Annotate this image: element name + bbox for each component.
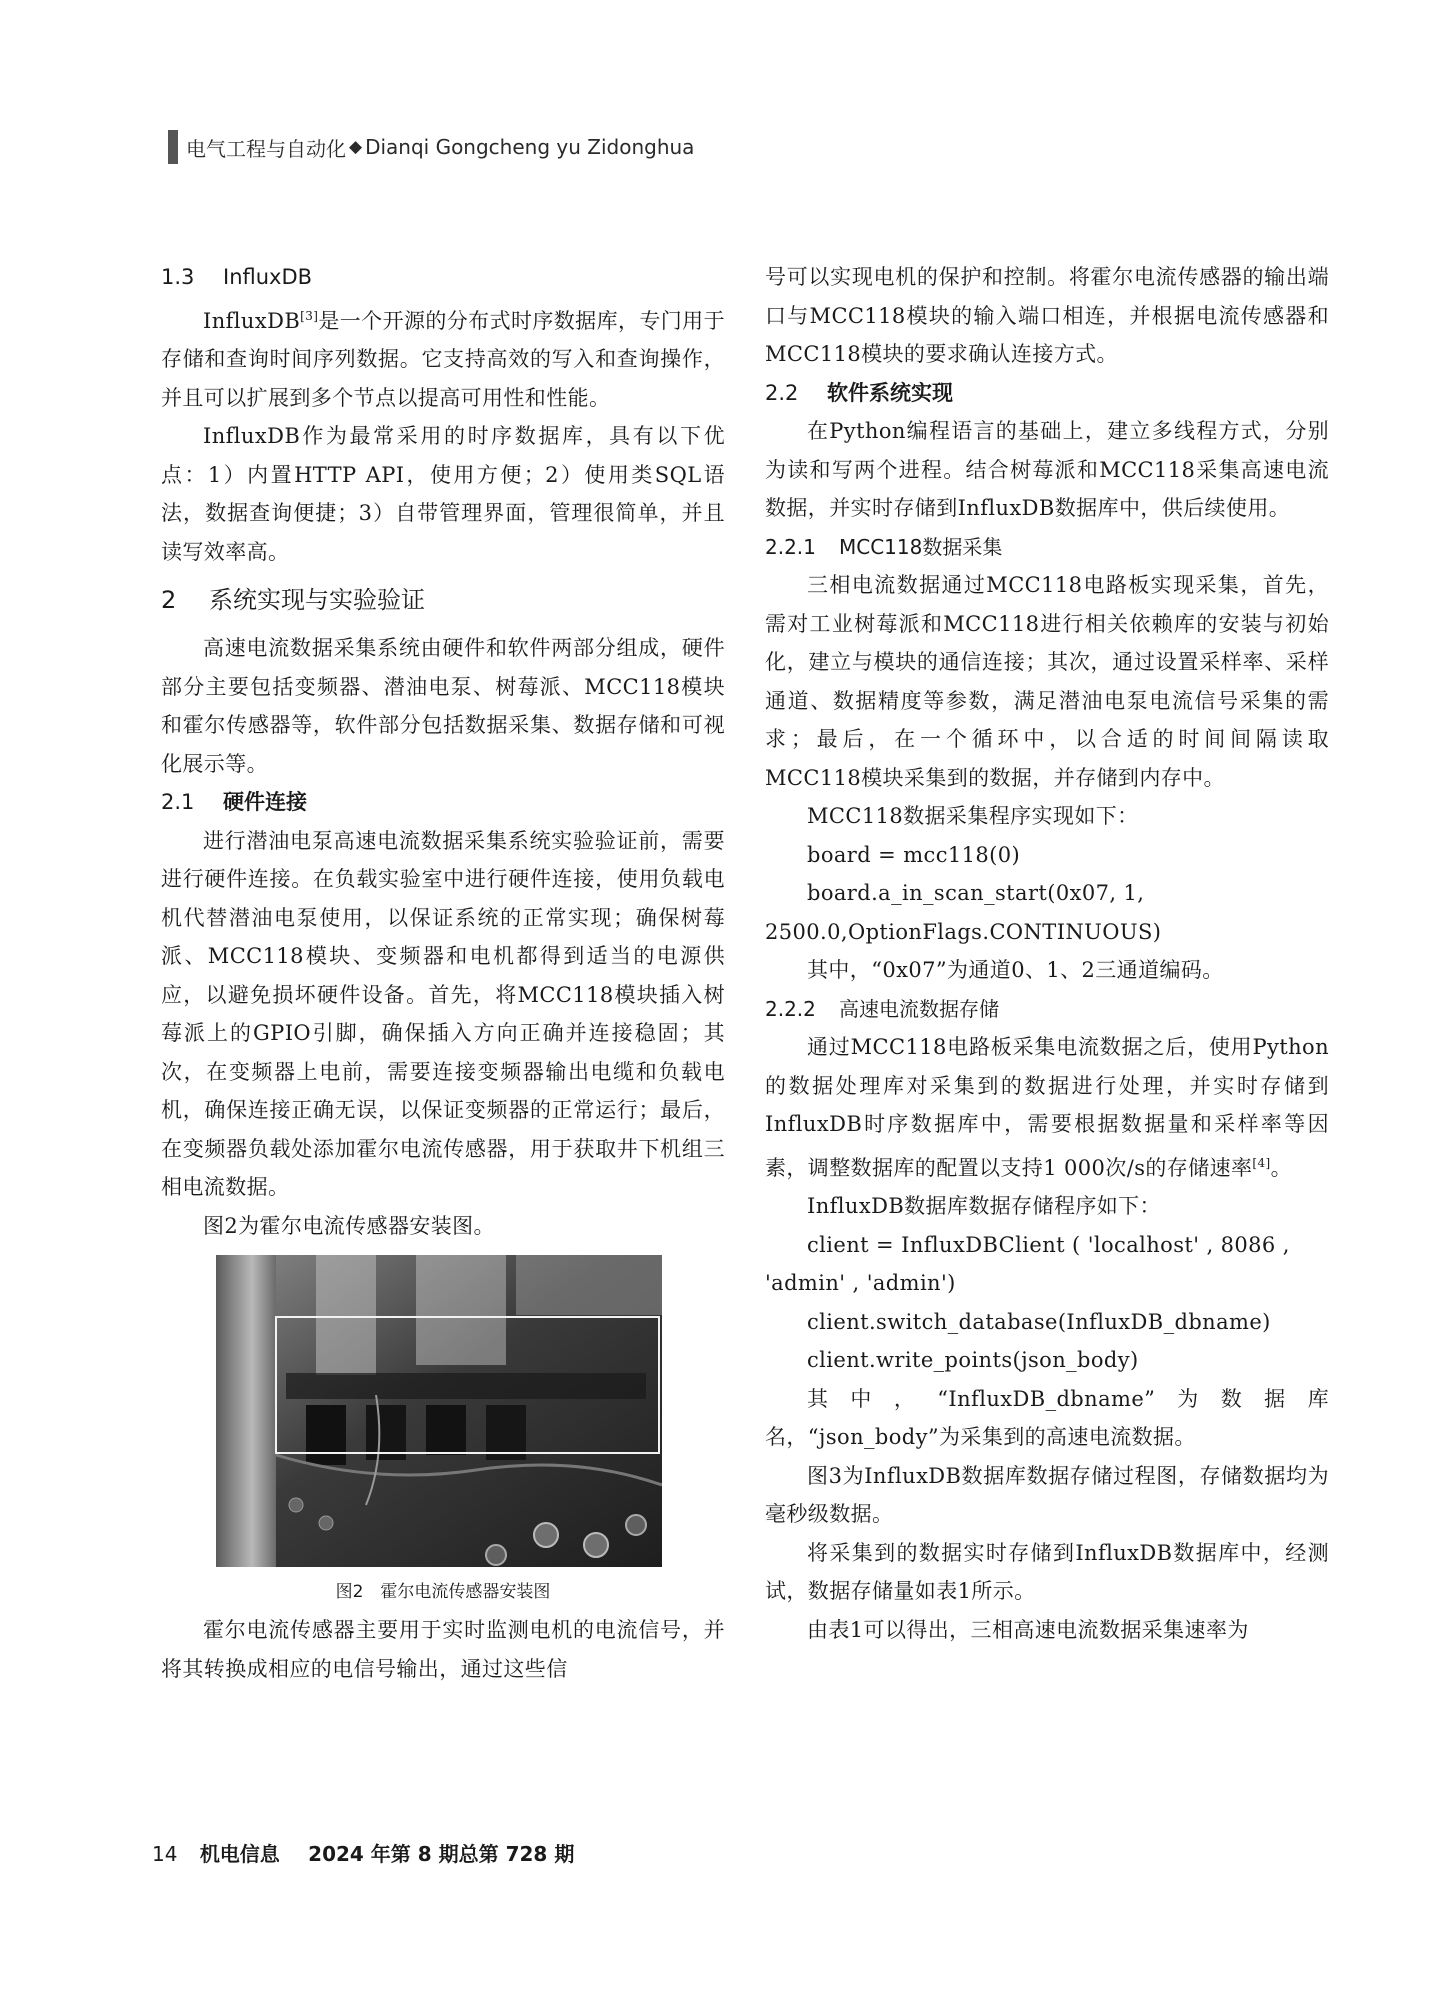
code-line: board.a_in_scan_start(0x07, 1, 2500.0,OptionFlags.CONTINUOUS)	[765, 881, 1162, 944]
paragraph	[765, 1028, 1329, 1187]
citation: [4]	[1252, 1155, 1271, 1170]
code-line: client.switch_database(InfluxDB_dbname)	[807, 1309, 1271, 1334]
paragraph: MCC118数据采集程序实现如下：	[807, 804, 1139, 828]
header-bar	[168, 130, 178, 164]
section-2-2-1-heading	[765, 528, 1329, 567]
section-number: 2	[161, 586, 177, 614]
paragraph: 三相电流数据通过MCC118电路板实现采集，首先，需对工业树莓派和MCC118进行相关依赖库的安装与初始化，建立与模块的通信连接；其次，通过设置采样率、采样通道、数据精度等参数，满足潜油电泵电流信号采集的需求；最后，在一个循环中，以合适的时间间隔读取MCC118模块采集到的数据，并存储到内存中。	[765, 573, 1329, 790]
section-title: 硬件连接	[223, 790, 307, 814]
section-2-1-heading	[161, 783, 725, 822]
text: 是一个开源的分布式时序数据库，专门用于存储和查询时间序列数据。它支持高效的写入和查询操作，并且可以扩展到多个节点以提高可用性和性能。	[161, 308, 725, 410]
running-head	[168, 130, 694, 164]
paragraph: 霍尔电流传感器主要用于实时监测电机的电流信号，并将其转换成相应的电信号输出，通过这些信	[161, 1618, 725, 1681]
section-title: 系统实现与实验验证	[209, 586, 425, 614]
paragraph: InfluxDB作为最常采用的时序数据库，具有以下优点：1）内置HTTP API，使用方便；2）使用类SQL语法，数据查询便捷；3）自带管理界面，管理很简单，并且读写效率高。	[161, 424, 725, 564]
paragraph: 进行潜油电泵高速电流数据采集系统实验验证前，需要进行硬件连接。在负载实验室中进行硬件连接，使用负载电机代替潜油电泵使用，以保证系统的正常实现；确保树莓派、MCC118模块、变频器和电机都得到适当的电源供应，以避免损坏硬件设备。首先，将MCC118模块插入树莓派上的GPIO引脚，确保插入方向正确并连接稳固；其次，在变频器上电前，需要连接变频器输出电缆和负载电机，确保连接正确无误，以保证变频器的正常运行；最后，在变频器负载处添加霍尔电流传感器，用于获取井下机组三相电流数据。	[161, 828, 725, 1199]
section-title: 软件系统实现	[827, 380, 953, 405]
section-number: 2.2.1	[765, 534, 816, 559]
paragraph	[161, 297, 725, 418]
text: 。	[1270, 1155, 1292, 1180]
section-2-2-2-heading	[765, 990, 1329, 1029]
citation: [3]	[300, 308, 319, 323]
section-2-2-heading	[765, 374, 1329, 413]
section-number: 2.1	[161, 790, 195, 814]
issue-info: 2024 年第 8 期总第 728 期	[308, 1842, 575, 1866]
figure-2-caption: 图2 霍尔电流传感器安装图	[335, 1582, 551, 1602]
section-title: MCC118数据采集	[839, 534, 1003, 559]
section-2-heading	[161, 577, 725, 623]
section-title: 高速电流数据存储	[839, 996, 999, 1021]
paragraph: 号可以实现电机的保护和控制。将霍尔电流传感器的输出端口与MCC118模块的输入端口相连，并根据电流传感器和MCC118模块的要求确认连接方式。	[765, 265, 1329, 366]
section-number: 2.2	[765, 380, 799, 405]
code-line: client.write_points(json_body)	[807, 1348, 1139, 1372]
paragraph: 其中，“InfluxDB_dbname”为数据库名，“json_body”为采集到的高速电流数据。	[765, 1386, 1329, 1449]
section-number: 2.2.2	[765, 996, 816, 1021]
paragraph: InfluxDB数据库数据存储程序如下：	[807, 1194, 1161, 1218]
paragraph: 图2为霍尔电流传感器安装图。	[203, 1213, 495, 1238]
section-number: 1.3	[161, 265, 195, 289]
text: 通过MCC118电路板采集电流数据之后，使用Python的数据处理库对采集到的数据进行处理，并实时存储到InfluxDB时序数据库中，需要根据数据量和采样率等因素，调整数据库的配置以支持1 000次/s的存储速率	[765, 1035, 1329, 1180]
journal-name-pinyin: Dianqi Gongcheng yu Zidonghua	[365, 135, 695, 159]
section-title: InfluxDB	[223, 265, 313, 289]
journal-name-cn: 电气工程与自动化	[186, 136, 346, 161]
code-line: board = mcc118(0)	[807, 842, 1021, 867]
paragraph: 高速电流数据采集系统由硬件和软件两部分组成，硬件部分主要包括变频器、潜油电泵、树莓派、MCC118模块和霍尔传感器等，软件部分包括数据采集、数据存储和可视化展示等。	[161, 636, 725, 776]
code-line: client = InfluxDBClient ( 'localhost' , 8086 , 'admin' , 'admin')	[765, 1232, 1290, 1295]
paragraph: 由表1可以得出，三相高速电流数据采集速率为	[807, 1617, 1249, 1642]
left-column	[161, 258, 725, 1688]
sensor-installation-photo	[216, 1255, 662, 1567]
figure-2-photo	[216, 1255, 662, 1567]
paragraph: 图3为InfluxDB数据库数据存储过程图，存储数据均为毫秒级数据。	[765, 1463, 1329, 1526]
paragraph: 其中，“0x07”为通道0、1、2三通道编码。	[807, 958, 1224, 982]
page-footer	[152, 1838, 574, 1867]
text: InfluxDB	[203, 308, 301, 333]
right-column	[765, 258, 1329, 1649]
page-number: 14	[152, 1842, 178, 1866]
paragraph: 在Python编程语言的基础上，建立多线程方式，分别为读和写两个进程。结合树莓派和MCC118采集高速电流数据，并实时存储到InfluxDB数据库中，供后续使用。	[765, 419, 1329, 520]
diamond-icon: ◆	[349, 137, 363, 157]
journal-title: 机电信息	[199, 1842, 280, 1866]
section-1-3-heading	[161, 258, 725, 297]
paragraph: 将采集到的数据实时存储到InfluxDB数据库中，经测试，数据存储量如表1所示。	[765, 1540, 1329, 1603]
